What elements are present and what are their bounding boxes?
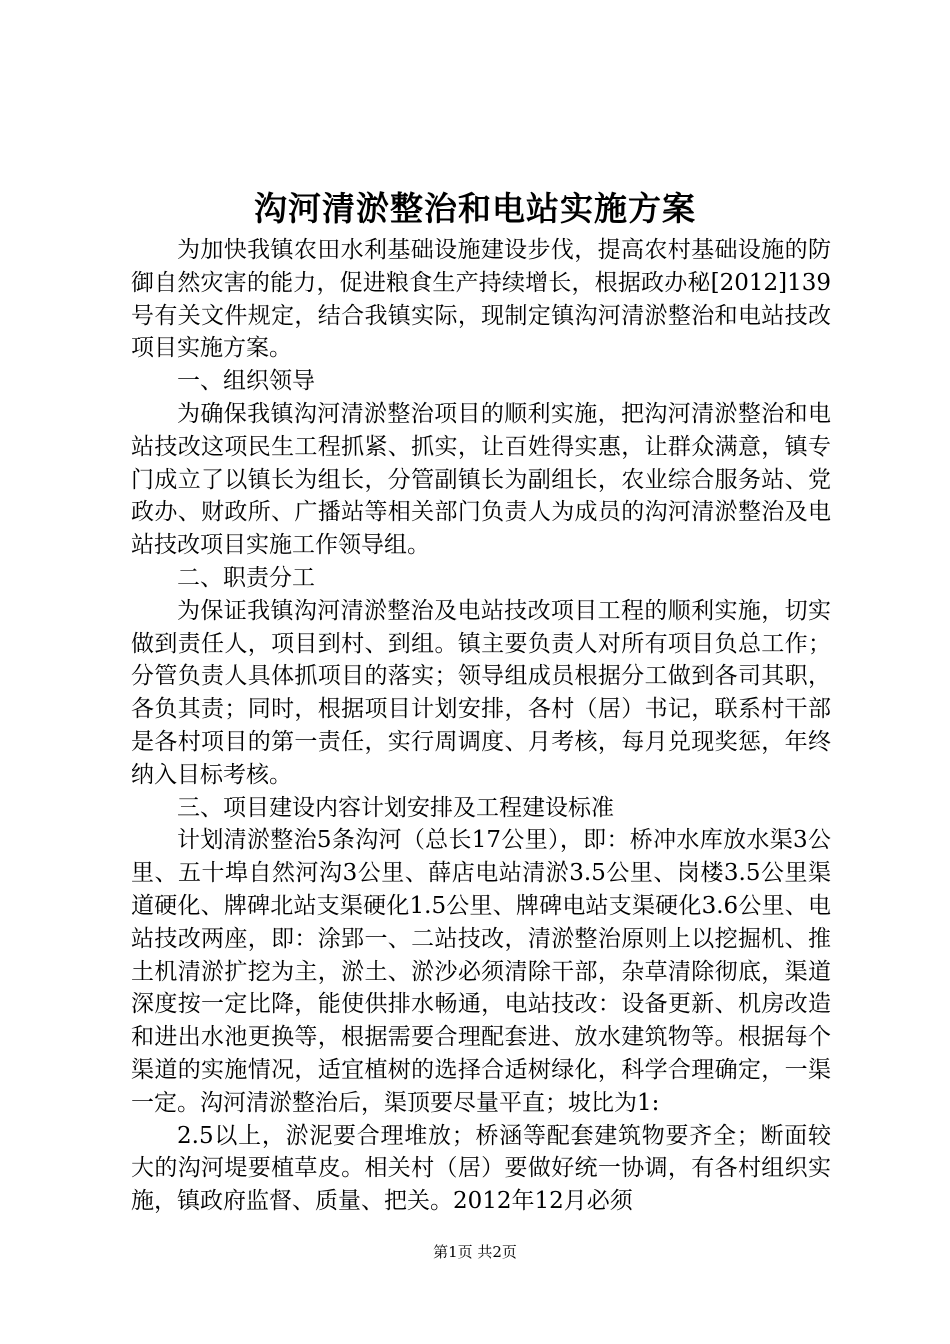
paragraph-intro: 为加快我镇农田水利基础设施建设步伐，提高农村基础设施的防御自然灾害的能力，促进粮食生产持续增长，根据政办秘[2012]139号有关文件规定，结合我镇实际，现制定镇沟河清淤整治和电站技改项目实施方案。 — [131, 237, 831, 362]
paragraph-responsibilities: 为保证我镇沟河清淤整治及电站技改项目工程的顺利实施，切实做到责任人，项目到村、到组。镇主要负责人对所有项目负总工作；分管负责人具体抓项目的落实；领导组成员根据分工做到各司其职，各负其责；同时，根据项目计划安排，各村（居）书记，联系村干部是各村项目的第一责任，实行周调度、月考核，每月兑现奖惩，年终纳入目标考核。 — [131, 597, 831, 788]
section-heading-1: 一、组织领导 — [177, 368, 315, 395]
paragraph-project-plan: 计划清淤整治5条沟河（总长17公里），即：桥冲水库放水渠3公里、五十埠自然河沟3公里、薛店电站清淤3.5公里、岗楼3.5公里渠道硬化、牌碑北站支渠硬化1.5公里、牌碑电站支渠硬化3.6公里、电站技改两座，即：涂郢一、二站技改，清淤整治原则上以挖掘机、推土机清淤扩挖为主，淤土、淤沙必须清除干部，杂草清除彻底，渠道深度按一定比降，能使供排水畅通，电站技改：设备更新、机房改造和进出水池更换等，根据需要合理配套进、放水建筑物等。根据每个渠道的实施情况，适宜植树的选择合适树绿化，科学合理确定，一渠一定。沟河清淤整治后，渠顶要尽量平直；坡比为1: — [131, 827, 831, 1116]
document-body — [131, 234, 831, 1218]
section-heading-3: 三、项目建设内容计划安排及工程建设标准 — [177, 794, 614, 821]
section-heading-2: 二、职责分工 — [177, 564, 315, 591]
paragraph-organization: 为确保我镇沟河清淤整治项目的顺利实施，把沟河清淤整治和电站技改这项民生工程抓紧、抓实，让百姓得实惠，让群众满意，镇专门成立了以镇长为组长，分管副镇长为副组长，农业综合服务站、党政办、财政所、广播站等相关部门负责人为成员的沟河清淤整治及电站技改项目实施工作领导组。 — [131, 400, 831, 559]
paragraph-standards: 2.5以上，淤泥要合理堆放；桥涵等配套建筑物要齐全；断面较大的沟河堤要植草皮。相关村（居）要做好统一协调，有各村组织实施，镇政府监督、质量、把关。2012年12月必须 — [131, 1122, 831, 1215]
page-footer: 第1页 共2页 — [433, 1243, 517, 1261]
page-title: 沟河清淤整治和电站实施方案 — [254, 189, 696, 228]
